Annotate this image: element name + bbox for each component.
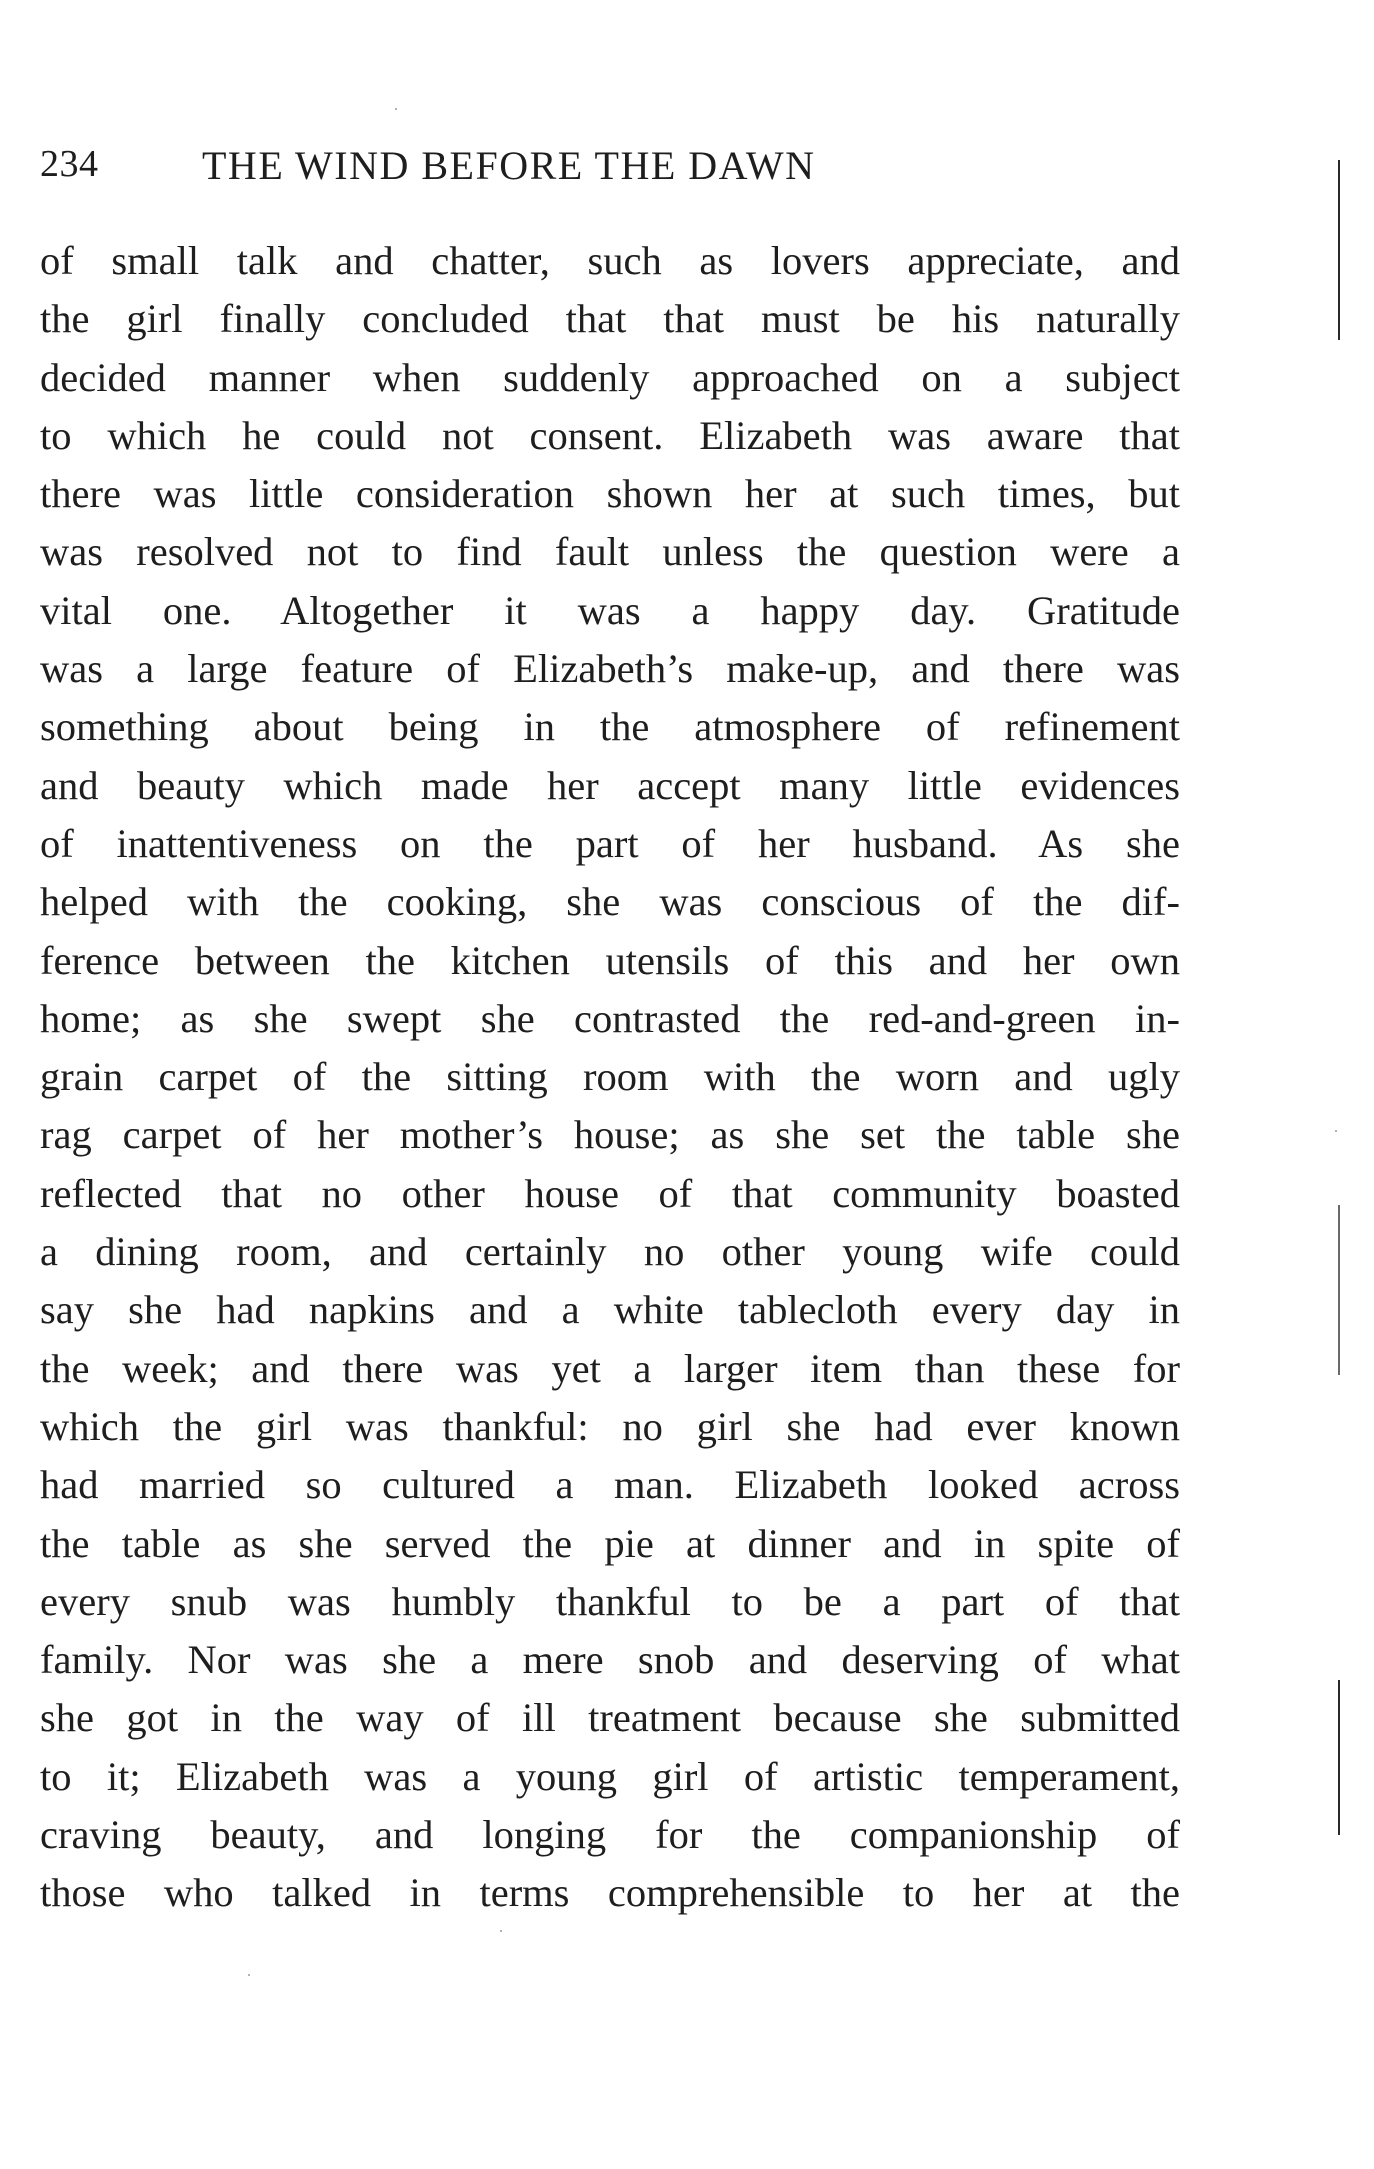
text-line: vital one. Altogether it was a happy day. Gratitude bbox=[40, 587, 1180, 633]
text-line: rag carpet of her mother’s house; as she set the table she bbox=[40, 1112, 1180, 1158]
text-line: of inattentiveness on the part of her husband. As she bbox=[40, 820, 1180, 866]
text-line: the girl finally concluded that that must be his naturally bbox=[40, 296, 1180, 342]
scan-edge-mark bbox=[1338, 1205, 1340, 1375]
text-line: of small talk and chatter, such as lovers appreciate, and bbox=[40, 238, 1180, 283]
text-line: something about being in the atmosphere of refinement bbox=[40, 704, 1180, 750]
text-line: was resolved not to find fault unless the question were a bbox=[40, 529, 1180, 575]
text-line: family. Nor was she a mere snob and deserving of what bbox=[40, 1637, 1180, 1683]
text-line: reflected that no other house of that community boasted bbox=[40, 1170, 1180, 1216]
text-line: ference between the kitchen utensils of this and her own bbox=[40, 937, 1180, 983]
text-line: to which he could not consent. Elizabeth was aware that bbox=[40, 412, 1180, 458]
text-line: which the girl was thankful: no girl she had ever known bbox=[40, 1403, 1180, 1449]
text-line: decided manner when suddenly approached on a subject bbox=[40, 354, 1180, 400]
scan-edge-mark bbox=[1338, 1680, 1340, 1835]
text-line: every snub was humbly thankful to be a part of that bbox=[40, 1578, 1180, 1624]
scan-speck bbox=[395, 108, 397, 110]
text-line: grain carpet of the sitting room with the worn and ugly bbox=[40, 1054, 1180, 1100]
text-line: craving beauty, and longing for the companionship of bbox=[40, 1812, 1180, 1858]
text-line: those who talked in terms comprehensible to her at the bbox=[40, 1870, 1180, 1916]
text-line: say she had napkins and a white tablecloth every day in bbox=[40, 1287, 1180, 1333]
scan-speck bbox=[500, 1930, 502, 1932]
scan-speck bbox=[1335, 1130, 1337, 1132]
text-line: was a large feature of Elizabeth’s make-up, and there was bbox=[40, 646, 1180, 692]
text-line: helped with the cooking, she was conscious of the dif- bbox=[40, 879, 1180, 925]
text-line: had married so cultured a man. Elizabeth looked across bbox=[40, 1462, 1180, 1508]
running-head bbox=[40, 142, 1180, 192]
book-title: THE WIND BEFORE THE DAWN bbox=[202, 143, 816, 188]
text-line: the table as she served the pie at dinner and in spite of bbox=[40, 1520, 1180, 1566]
text-line: home; as she swept she contrasted the red-and-green in- bbox=[40, 995, 1180, 1041]
text-line: to it; Elizabeth was a young girl of artistic temperament, bbox=[40, 1753, 1180, 1799]
scan-edge-mark bbox=[1338, 160, 1340, 340]
text-line: the week; and there was yet a larger item than these for bbox=[40, 1345, 1180, 1391]
text-line: and beauty which made her accept many little evidences bbox=[40, 762, 1180, 808]
scan-speck bbox=[248, 1974, 250, 1976]
page-number: 234 bbox=[40, 143, 99, 185]
text-line: a dining room, and certainly no other young wife could bbox=[40, 1229, 1180, 1275]
text-line: there was little consideration shown her at such times, but bbox=[40, 471, 1180, 517]
body-text bbox=[40, 232, 1180, 1923]
text-line: she got in the way of ill treatment because she submitted bbox=[40, 1695, 1180, 1741]
